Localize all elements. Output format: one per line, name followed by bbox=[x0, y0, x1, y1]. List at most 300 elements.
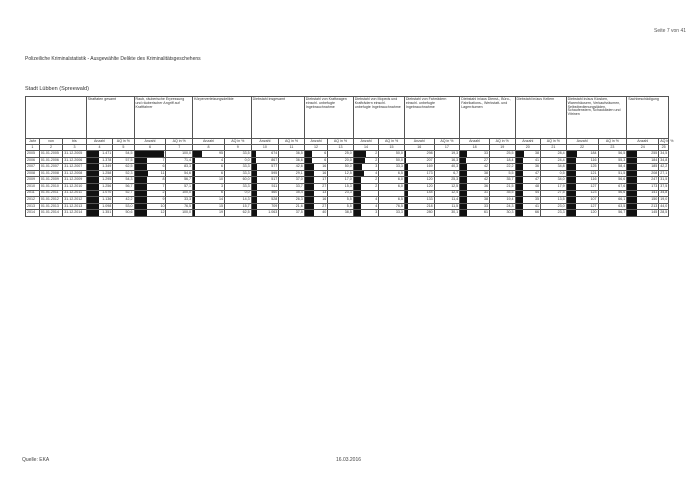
cell-value: 38,5 bbox=[344, 210, 352, 215]
rate-header: AQ in % bbox=[434, 139, 460, 145]
count-cell bbox=[627, 197, 659, 204]
cell-value: 42 bbox=[483, 177, 488, 182]
count-cell bbox=[404, 197, 434, 204]
cell-value: 5,5 bbox=[508, 170, 514, 175]
cell-value: 33,5 bbox=[242, 150, 250, 155]
cell-value: 63,5 bbox=[618, 203, 626, 208]
rate-cell bbox=[541, 197, 567, 204]
count-cell bbox=[304, 170, 327, 177]
rate-header: AQ in % bbox=[328, 139, 354, 145]
cell-value: 7 bbox=[162, 183, 165, 188]
rate-cell bbox=[659, 190, 669, 197]
count-cell bbox=[515, 203, 541, 210]
rate-cell bbox=[224, 151, 251, 158]
cell-value: 37,5 bbox=[295, 210, 303, 215]
shaded-bar bbox=[516, 204, 523, 210]
column-index: 11 bbox=[279, 145, 305, 151]
cell-value: 28,5 bbox=[660, 210, 668, 215]
count-cell bbox=[304, 151, 327, 158]
document-title: Polizeiliche Kriminalstatistik - Ausgewählte Delikte des Kriminalitätsgeschehens bbox=[25, 56, 201, 62]
count-cell bbox=[404, 177, 434, 184]
shaded-bar bbox=[460, 191, 467, 197]
count-cell bbox=[304, 164, 327, 171]
cell-value: 16 bbox=[322, 164, 327, 169]
rate-cell bbox=[541, 164, 567, 171]
rate-cell bbox=[328, 210, 354, 217]
count-cell bbox=[134, 197, 166, 204]
count-cell bbox=[86, 170, 113, 177]
rate-cell bbox=[659, 177, 669, 184]
cell-value: 1.351 bbox=[102, 210, 112, 215]
rate-header: AQ in % bbox=[279, 139, 305, 145]
shaded-bar bbox=[135, 177, 147, 183]
from-date-cell: 01.01.2010 bbox=[39, 183, 62, 190]
cell-value: 34,8 bbox=[660, 190, 668, 195]
cell-value: 56,5 bbox=[618, 150, 626, 155]
cell-value: 3 bbox=[220, 183, 223, 188]
shaded-bar bbox=[405, 151, 406, 157]
cell-value: 41 bbox=[535, 203, 540, 208]
rate-cell bbox=[379, 190, 405, 197]
count-cell bbox=[251, 210, 279, 217]
cell-value: 52,3 bbox=[125, 170, 133, 175]
count-cell bbox=[353, 210, 379, 217]
rate-cell bbox=[224, 210, 251, 217]
from-date-cell: 01.01.2014 bbox=[39, 210, 62, 217]
cell-value: 25,3 bbox=[451, 177, 459, 182]
count-cell bbox=[134, 164, 166, 171]
count-cell bbox=[86, 151, 113, 158]
cell-value: 38 bbox=[483, 197, 488, 202]
year-cell: 2011 bbox=[26, 190, 40, 197]
cell-value: 4 bbox=[220, 157, 223, 162]
shaded-bar bbox=[405, 197, 408, 203]
cell-value: 145 bbox=[651, 210, 658, 215]
rate-cell bbox=[489, 151, 515, 158]
cell-value: 1.070 bbox=[102, 190, 112, 195]
rate-cell bbox=[659, 210, 669, 217]
to-date-cell: 31.12.2013 bbox=[63, 203, 86, 210]
cell-value: 27 bbox=[483, 157, 488, 162]
to-date-cell: 31.12.2005 bbox=[63, 151, 86, 158]
rate-cell bbox=[598, 197, 627, 204]
count-cell bbox=[193, 157, 225, 164]
count-cell bbox=[304, 210, 327, 217]
rate-cell bbox=[434, 164, 460, 171]
cell-value: 11,5 bbox=[451, 203, 459, 208]
count-cell bbox=[353, 203, 379, 210]
cell-value: 44 bbox=[535, 190, 540, 195]
rate-cell bbox=[279, 170, 305, 177]
shaded-bar bbox=[193, 210, 195, 216]
count-cell bbox=[193, 210, 225, 217]
shaded-bar bbox=[516, 177, 523, 183]
count-cell bbox=[134, 190, 166, 197]
rate-cell bbox=[224, 190, 251, 197]
rate-cell bbox=[113, 210, 134, 217]
cell-value: 4 bbox=[375, 197, 378, 202]
to-date-cell: 31.12.2009 bbox=[63, 177, 86, 184]
shaded-bar bbox=[405, 164, 408, 170]
cell-value: 255 bbox=[651, 150, 658, 155]
shaded-bar bbox=[305, 204, 314, 210]
shaded-bar bbox=[460, 151, 467, 157]
column-index: 25 bbox=[659, 145, 669, 151]
shaded-bar bbox=[627, 191, 636, 197]
rate-cell bbox=[279, 157, 305, 164]
rate-cell bbox=[659, 164, 669, 171]
rate-cell bbox=[434, 210, 460, 217]
cell-value: 36,5 bbox=[295, 150, 303, 155]
rate-cell bbox=[379, 210, 405, 217]
shaded-bar bbox=[567, 177, 576, 183]
cell-value: 15,3 bbox=[344, 183, 352, 188]
table-row bbox=[26, 190, 669, 197]
cell-value: 48 bbox=[535, 183, 540, 188]
year-cell: 2006 bbox=[26, 157, 40, 164]
group-header: Raub, räuberische Erpressung und räuberischer Angriff auf Kraftfahrer bbox=[134, 97, 193, 139]
shaded-bar bbox=[193, 197, 195, 203]
cell-value: 169 bbox=[426, 164, 433, 169]
cell-value: 674 bbox=[271, 150, 278, 155]
count-cell bbox=[566, 197, 598, 204]
column-index: 20 bbox=[515, 145, 541, 151]
cell-value: 173 bbox=[426, 170, 433, 175]
cell-value: 100,0 bbox=[182, 150, 192, 155]
shaded-bar bbox=[405, 171, 408, 177]
footer-date: 16.03.2016 bbox=[336, 457, 362, 463]
column-index: 8 bbox=[193, 145, 225, 151]
cell-value: 57,1 bbox=[184, 183, 192, 188]
count-cell bbox=[460, 203, 490, 210]
rate-cell bbox=[489, 203, 515, 210]
count-header: Anzahl bbox=[566, 139, 598, 145]
count-cell bbox=[627, 157, 659, 164]
cell-value: 207 bbox=[426, 157, 433, 162]
count-cell bbox=[353, 177, 379, 184]
cell-value: 29,1 bbox=[295, 170, 303, 175]
rate-cell bbox=[379, 177, 405, 184]
cell-value: 66,1 bbox=[618, 197, 626, 202]
rate-cell bbox=[659, 203, 669, 210]
cell-value: 40 bbox=[322, 210, 327, 215]
rate-cell bbox=[379, 183, 405, 190]
count-cell bbox=[134, 210, 166, 217]
rate-cell bbox=[279, 177, 305, 184]
cell-value: 14 bbox=[218, 197, 223, 202]
cell-value: 5,5 bbox=[346, 197, 352, 202]
rate-cell bbox=[224, 164, 251, 171]
column-index: 15 bbox=[379, 145, 405, 151]
shaded-bar bbox=[135, 151, 164, 157]
rate-cell bbox=[224, 197, 251, 204]
table-row bbox=[26, 164, 669, 171]
cell-value: 709 bbox=[271, 203, 278, 208]
shaded-bar bbox=[354, 158, 365, 164]
rate-cell bbox=[598, 157, 627, 164]
rate-cell bbox=[224, 170, 251, 177]
cell-value: 185 bbox=[651, 164, 658, 169]
count-cell bbox=[627, 190, 659, 197]
rate-cell bbox=[328, 177, 354, 184]
count-header: Anzahl bbox=[251, 139, 279, 145]
shaded-bar bbox=[87, 197, 100, 203]
cell-value: 0,0 bbox=[244, 157, 250, 162]
shaded-bar bbox=[252, 204, 257, 210]
rate-cell bbox=[489, 157, 515, 164]
shaded-bar bbox=[460, 164, 467, 170]
count-cell bbox=[353, 151, 379, 158]
rate-cell bbox=[434, 170, 460, 177]
cell-value: 4 bbox=[375, 170, 378, 175]
cell-value: 15,7 bbox=[242, 203, 250, 208]
to-date-cell: 31.12.2008 bbox=[63, 170, 86, 177]
cell-value: 25,0 bbox=[344, 150, 352, 155]
cell-value: 54,6 bbox=[184, 170, 192, 175]
shaded-bar bbox=[460, 204, 467, 210]
rate-cell bbox=[166, 170, 193, 177]
count-cell bbox=[566, 190, 598, 197]
cell-value: 16 bbox=[322, 170, 327, 175]
cell-value: 47 bbox=[535, 177, 540, 182]
cell-value: 66 bbox=[535, 210, 540, 215]
shaded-bar bbox=[567, 197, 576, 203]
count-cell bbox=[134, 203, 166, 210]
cell-value: 37,0 bbox=[295, 177, 303, 182]
count-cell bbox=[404, 190, 434, 197]
rate-header: AQ in % bbox=[379, 139, 405, 145]
cell-value: 56,7 bbox=[125, 183, 133, 188]
count-cell bbox=[460, 210, 490, 217]
cell-value: 12,5 bbox=[451, 183, 459, 188]
shaded-bar bbox=[252, 210, 257, 216]
rate-header: AQ in % bbox=[541, 139, 567, 145]
shaded-bar bbox=[405, 184, 408, 190]
cell-value: 9 bbox=[162, 197, 165, 202]
table-row bbox=[26, 210, 669, 217]
cell-value: 56,7 bbox=[618, 210, 626, 215]
cell-value: 22,2 bbox=[506, 164, 514, 169]
column-index: 24 bbox=[627, 145, 659, 151]
column-index: 19 bbox=[489, 145, 515, 151]
cell-value: 34,8 bbox=[660, 157, 668, 162]
cell-value: 27,1 bbox=[660, 170, 668, 175]
rate-cell bbox=[279, 164, 305, 171]
shaded-bar bbox=[135, 210, 147, 216]
count-cell bbox=[134, 170, 166, 177]
rate-cell bbox=[489, 197, 515, 204]
shaded-bar bbox=[193, 177, 195, 183]
shaded-bar bbox=[193, 204, 195, 210]
rate-cell bbox=[379, 151, 405, 158]
rate-cell bbox=[598, 170, 627, 177]
cell-value: 218 bbox=[426, 203, 433, 208]
shaded-bar bbox=[305, 197, 314, 203]
table-row bbox=[26, 203, 669, 210]
cell-value: 3 bbox=[375, 210, 378, 215]
count-header: Anzahl bbox=[404, 139, 434, 145]
rate-cell bbox=[541, 177, 567, 184]
count-header: Anzahl bbox=[86, 139, 113, 145]
shaded-bar bbox=[354, 177, 361, 183]
count-cell bbox=[251, 157, 279, 164]
cell-value: 76,5 bbox=[395, 203, 403, 208]
cell-value: 8 bbox=[162, 177, 165, 182]
cell-value: 44,0 bbox=[660, 203, 668, 208]
count-cell bbox=[251, 203, 279, 210]
cell-value: 35,4 bbox=[295, 190, 303, 195]
shaded-bar bbox=[460, 177, 467, 183]
cell-value: 10 bbox=[218, 177, 223, 182]
cell-value: 6 bbox=[324, 150, 327, 155]
rate-cell bbox=[279, 197, 305, 204]
rate-cell bbox=[434, 197, 460, 204]
column-index: 16 bbox=[404, 145, 434, 151]
year-cell: 2014 bbox=[26, 210, 40, 217]
table-body bbox=[26, 151, 669, 217]
cell-value: 280 bbox=[426, 210, 433, 215]
shaded-bar bbox=[627, 197, 636, 203]
shaded-bar bbox=[354, 210, 361, 216]
cell-value: 20,0 bbox=[344, 157, 352, 162]
count-cell bbox=[251, 197, 279, 204]
count-cell bbox=[404, 203, 434, 210]
cell-value: 37,5 bbox=[660, 183, 668, 188]
count-cell bbox=[193, 197, 225, 204]
cell-value: 298 bbox=[426, 150, 433, 155]
from-date-cell: 01.01.2011 bbox=[39, 190, 62, 197]
count-cell bbox=[627, 170, 659, 177]
cell-value: 12,4 bbox=[451, 190, 459, 195]
table-row bbox=[26, 170, 669, 177]
page-number: Seite 7 von 41 bbox=[654, 28, 686, 34]
rate-header: AQ in % bbox=[489, 139, 515, 145]
count-cell bbox=[86, 164, 113, 171]
shaded-bar bbox=[516, 151, 525, 157]
cell-value: 34,8 bbox=[557, 164, 565, 169]
cell-value: 6,5 bbox=[397, 197, 403, 202]
shaded-bar bbox=[305, 171, 314, 177]
statistics-table bbox=[25, 96, 674, 217]
cell-value: 2 bbox=[162, 190, 165, 195]
cell-value: 25,5 bbox=[506, 150, 514, 155]
shaded-bar bbox=[135, 197, 147, 203]
cell-value: 11,4 bbox=[451, 197, 459, 202]
rate-cell bbox=[598, 164, 627, 171]
count-cell bbox=[353, 164, 379, 171]
rate-cell bbox=[224, 203, 251, 210]
cell-value: 31,5 bbox=[660, 177, 668, 182]
cell-value: 123 bbox=[590, 190, 597, 195]
count-cell bbox=[627, 164, 659, 171]
shaded-bar bbox=[516, 210, 523, 216]
rate-cell bbox=[489, 210, 515, 217]
rate-cell bbox=[113, 164, 134, 171]
cell-value: 57,5 bbox=[125, 157, 133, 162]
cell-value: 34,5 bbox=[660, 150, 668, 155]
column-index: 1 bbox=[26, 145, 40, 151]
shaded-bar bbox=[567, 191, 576, 197]
cell-value: 19,4 bbox=[506, 197, 514, 202]
count-cell bbox=[460, 197, 490, 204]
cell-value: 13 bbox=[322, 190, 327, 195]
cell-value: 16 bbox=[322, 197, 327, 202]
count-cell bbox=[515, 197, 541, 204]
rate-cell bbox=[166, 157, 193, 164]
count-header: Anzahl bbox=[353, 139, 379, 145]
cell-value: 62,5 bbox=[242, 210, 250, 215]
count-cell bbox=[627, 210, 659, 217]
cell-value: 6,0 bbox=[397, 177, 403, 182]
cell-value: 127 bbox=[590, 203, 597, 208]
column-index: 10 bbox=[251, 145, 279, 151]
rate-cell bbox=[379, 203, 405, 210]
rate-cell bbox=[113, 157, 134, 164]
count-cell bbox=[566, 151, 598, 158]
group-header: Diebstahl von Mopeds und Krafträdern einschl. unbefugte Ingebrauchnahme bbox=[353, 97, 404, 139]
cell-value: 120 bbox=[426, 183, 433, 188]
year-cell: 2008 bbox=[26, 170, 40, 177]
cell-value: 35,7 bbox=[506, 177, 514, 182]
statistics-table-container bbox=[25, 96, 674, 217]
table-row bbox=[26, 197, 669, 204]
rate-cell bbox=[166, 177, 193, 184]
rate-cell bbox=[224, 157, 251, 164]
cell-value: 150 bbox=[651, 197, 658, 202]
column-index: 12 bbox=[304, 145, 327, 151]
count-cell bbox=[193, 164, 225, 171]
rate-header: AQ in % bbox=[166, 139, 193, 145]
cell-value: 3 bbox=[375, 164, 378, 169]
rate-cell bbox=[328, 170, 354, 177]
rate-cell bbox=[279, 203, 305, 210]
cell-value: 0,0 bbox=[244, 190, 250, 195]
cell-value: 1.098 bbox=[102, 203, 112, 208]
shaded-bar bbox=[87, 184, 100, 190]
shaded-bar bbox=[354, 197, 361, 203]
rate-cell bbox=[659, 157, 669, 164]
cell-value: 577 bbox=[271, 164, 278, 169]
shaded-bar bbox=[87, 191, 100, 197]
count-cell bbox=[627, 203, 659, 210]
table-row bbox=[26, 157, 669, 164]
group-header: Straftaten gesamt bbox=[86, 97, 134, 139]
shaded-bar bbox=[354, 151, 366, 157]
count-cell bbox=[304, 157, 327, 164]
count-cell bbox=[193, 203, 225, 210]
group-header: Diebstahl insgesamt bbox=[251, 97, 304, 139]
count-cell bbox=[515, 210, 541, 217]
cell-value: 12 bbox=[160, 210, 165, 215]
shaded-bar bbox=[305, 184, 314, 190]
cell-value: 208 bbox=[651, 170, 658, 175]
count-cell bbox=[566, 157, 598, 164]
rate-cell bbox=[113, 151, 134, 158]
cell-value: 173 bbox=[651, 183, 658, 188]
cell-value: 23,3 bbox=[557, 210, 565, 215]
count-cell bbox=[251, 170, 279, 177]
count-cell bbox=[353, 183, 379, 190]
rate-cell bbox=[379, 197, 405, 204]
cell-value: 1.256 bbox=[102, 183, 112, 188]
rate-cell bbox=[598, 210, 627, 217]
shaded-bar bbox=[627, 177, 636, 183]
cell-value: 867 bbox=[271, 157, 278, 162]
year-cell: 2013 bbox=[26, 203, 40, 210]
rate-cell bbox=[279, 190, 305, 197]
rate-cell bbox=[489, 164, 515, 171]
rate-cell bbox=[113, 203, 134, 210]
